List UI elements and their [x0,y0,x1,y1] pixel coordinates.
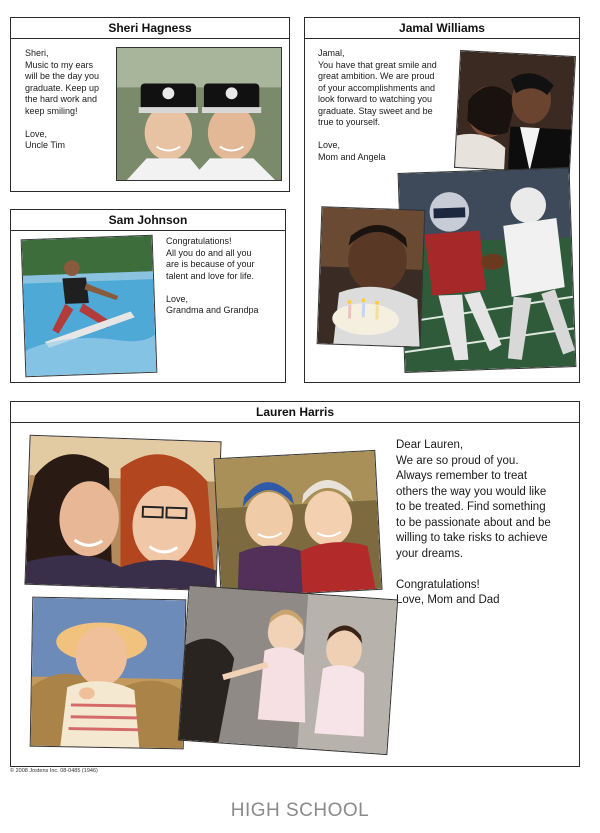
ad-card-lauren-harris [10,401,580,767]
birthday-child-photo [317,206,426,348]
friends-hats-photo [213,450,382,598]
ad-card-jamal-williams [304,17,580,383]
page-footer-label: HIGH SCHOOL [230,800,370,821]
baby-sunhat-photo [30,597,187,750]
card-title: Lauren Harris [11,402,579,423]
card-title: Sam Johnson [11,210,285,231]
card-message: Jamal, You have that great smile and great ambition. We are proud of your accomplishments and look forward to watching you graduate. Stay sweet and be true to yourself. Love, Mom and Angela [318,48,437,162]
ad-card-sam-johnson [10,209,286,383]
little-dancers-photo [178,585,398,755]
card-message: Dear Lauren, We are so proud of you. Always remember to treat others the way you would like to be treated. Find something to be passionate about and be willing to take risks to achieve your dreams. Congratulations! Love, Mom and Dad [396,439,551,606]
dancing-couple-photo [454,50,576,174]
two-girls-photo [24,435,221,592]
football-player-photo [398,167,577,373]
card-title: Sheri Hagness [11,18,289,39]
wakeboarder-photo [21,235,158,378]
ad-card-sheri-hagness [10,17,290,192]
card-message: Congratulations! All you do and all you are is because of your talent and love for life. Love, Grandma and Grandpa [166,236,259,315]
card-message: Sheri, Music to my ears will be the day you graduate. Keep up the hard work and keep smiling! Love, Uncle Tim [25,48,100,150]
card-title: Jamal Williams [305,18,579,39]
copyright-notice: © 2008 Jostens Inc. 08-0485 (1946) [10,768,98,774]
band-members-photo [116,47,282,181]
